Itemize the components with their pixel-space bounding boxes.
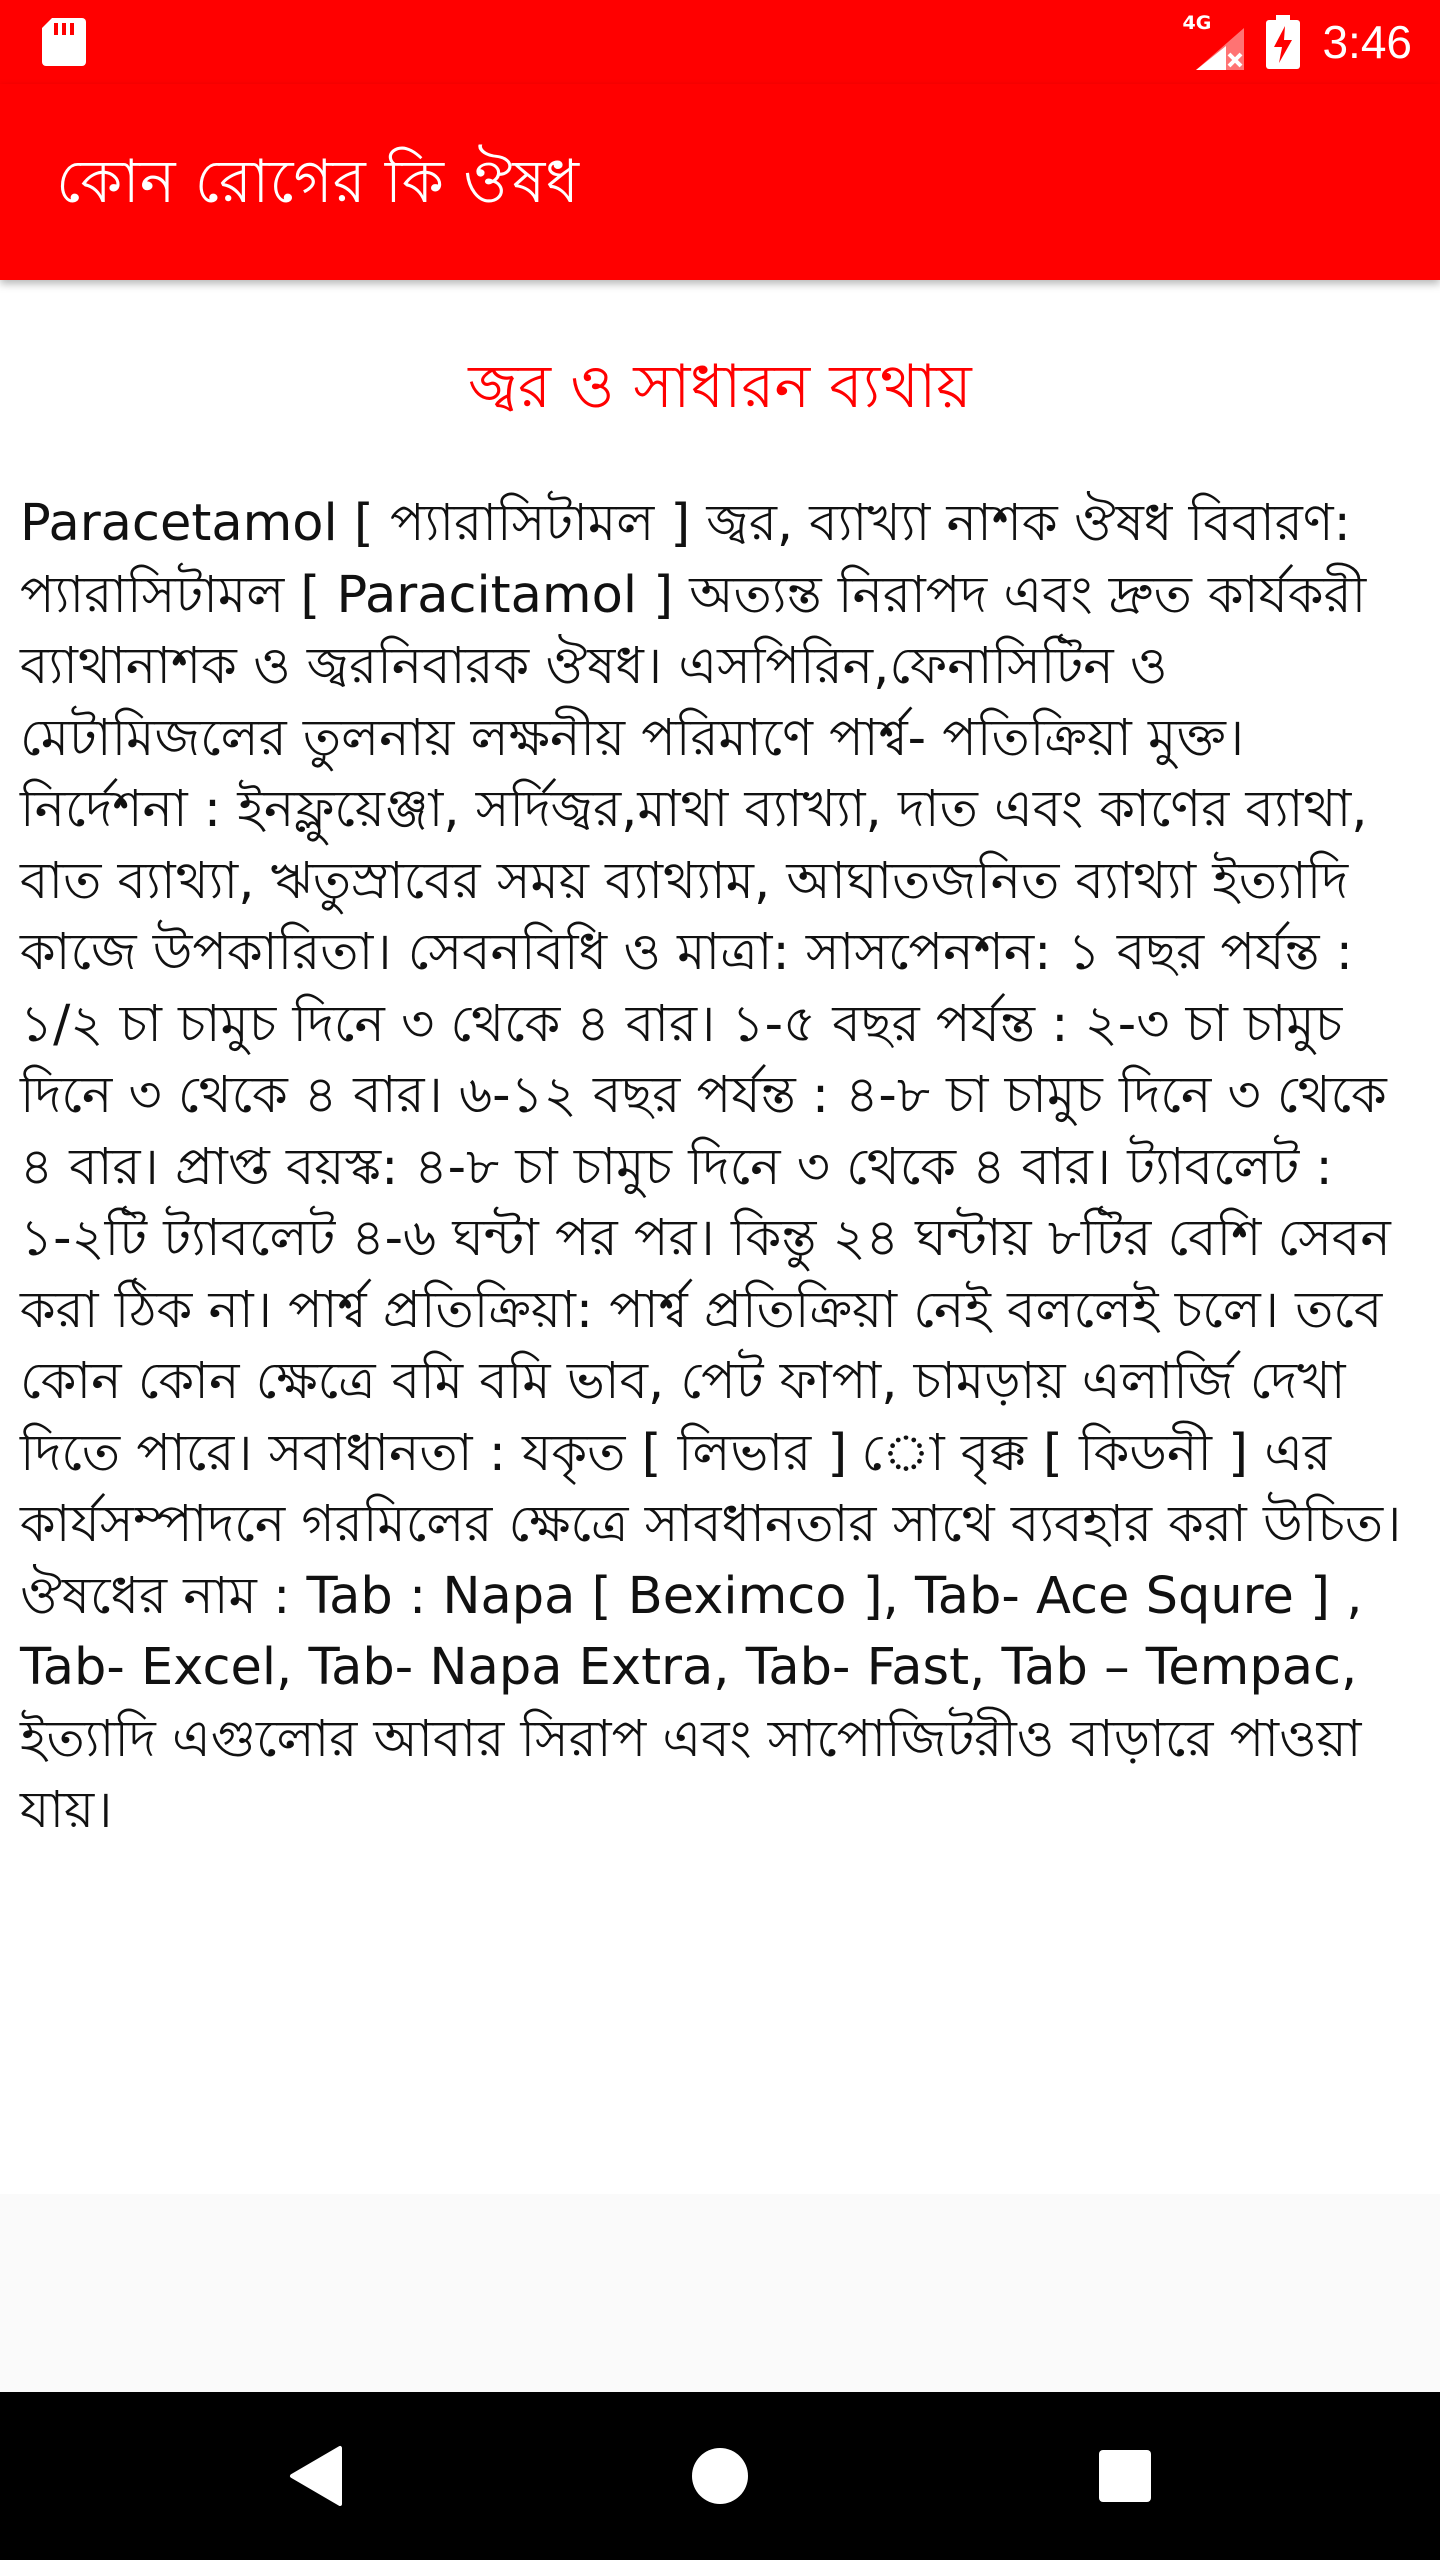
article-heading: জ্বর ও সাধারন ব্যথায় xyxy=(468,352,972,422)
recents-button[interactable] xyxy=(1035,2392,1215,2560)
article-body: Paracetamol [ প্যারাসিটামল ] জ্বর, ব্যাখ্যা নাশক ঔষধ বিবারণ: প্যারাসিটামল [ Paracitamol ] অত্যন্ত নিরাপদ এবং দ্রুত কার্যকরী ব্যাথানাশক ও জ্বরনিবারক ঔষধ। এসপিরিন,ফেনাসিটিন ও মেটামিজলের তুলনায় লক্ষনীয় পরিমাণে পার্শ্ব- পতিক্রিয়া মুক্ত। নির্দেশনা : ইনফ্লুয়েঞ্জা, সর্দিজ্বর,মাথা ব্যাখ্যা, দাত এবং কাণের ব্যাথা, বাত ব্যাথ্যা, ঋতুস্রাবের সময় ব্যাথ্যাম, আঘাতজনিত ব্যাথ্যা ইত্যাদি কাজে উপকারিতা। সেবনবিধি ও মাত্রা: সাসপেনশন: ১ বছর পর্যন্ত : ১/২ চা চামুচ দিনে ৩ থেকে ৪ বার। ১-৫ বছর পর্যন্ত : ২-৩ চা চামুচ দিনে ৩ থেকে ৪ বার। ৬-১২ বছর পর্যন্ত : ৪-৮ চা চামুচ দিনে ৩ থেকে ৪ বার। প্রাপ্ত বয়স্ক: ৪-৮ চা চামুচ দিনে ৩ থেকে ৪ বার। ট্যাবলেট : ১-২টি ট্যাবলেট ৪-৬ ঘন্টা পর পর। কিন্তু ২৪ ঘন্টায় ৮টির বেশি সেবন করা ঠিক না। পার্শ্ব প্রতিক্রিয়া: পার্শ্ব প্রতিক্রিয়া নেই বললেই চলে। তবে কোন কোন ক্ষেত্রে বমি বমি ভাব, পেট ফাপা, চামড়ায় এলার্জি দেখা দিতে পারে। সবাধানতা : যকৃত [ লিভার ] ো বৃক্ক [ কিডনী ] এর কার্যসম্পাদনে গরমিলের ক্ষেত্রে সাবধানতার সাথে ব্যবহার করা উচিত। ঔষধের নাম : Tab : Napa [ Beximco ], Tab- Ace Squre ] , Tab- Excel, Tab- Napa Extra, Tab- Fast, Tab – Tempac, ইত্যাদি এগুলোর আবার সিরাপ এবং সাপোজিটরীও বাড়ারে পাওয়া যায়। xyxy=(20,494,1402,1840)
battery-charging-icon xyxy=(1266,15,1300,69)
signal-icon xyxy=(1182,14,1244,70)
sd-card-icon xyxy=(42,18,86,66)
back-button[interactable] xyxy=(226,2392,406,2560)
status-bar xyxy=(0,0,1440,84)
recents-icon xyxy=(1098,2449,1152,2503)
back-icon xyxy=(288,2445,344,2507)
status-time: 3:46 xyxy=(1322,16,1412,68)
app-title: কোন রোগের কি ঔষধ xyxy=(56,147,580,217)
network-type-label: 4G xyxy=(1182,12,1212,34)
article-container[interactable] xyxy=(0,280,1440,2194)
status-icons xyxy=(1182,0,1412,84)
home-button[interactable] xyxy=(630,2392,810,2560)
navigation-bar xyxy=(0,2392,1440,2560)
home-icon xyxy=(691,2447,749,2505)
app-bar xyxy=(0,84,1440,280)
